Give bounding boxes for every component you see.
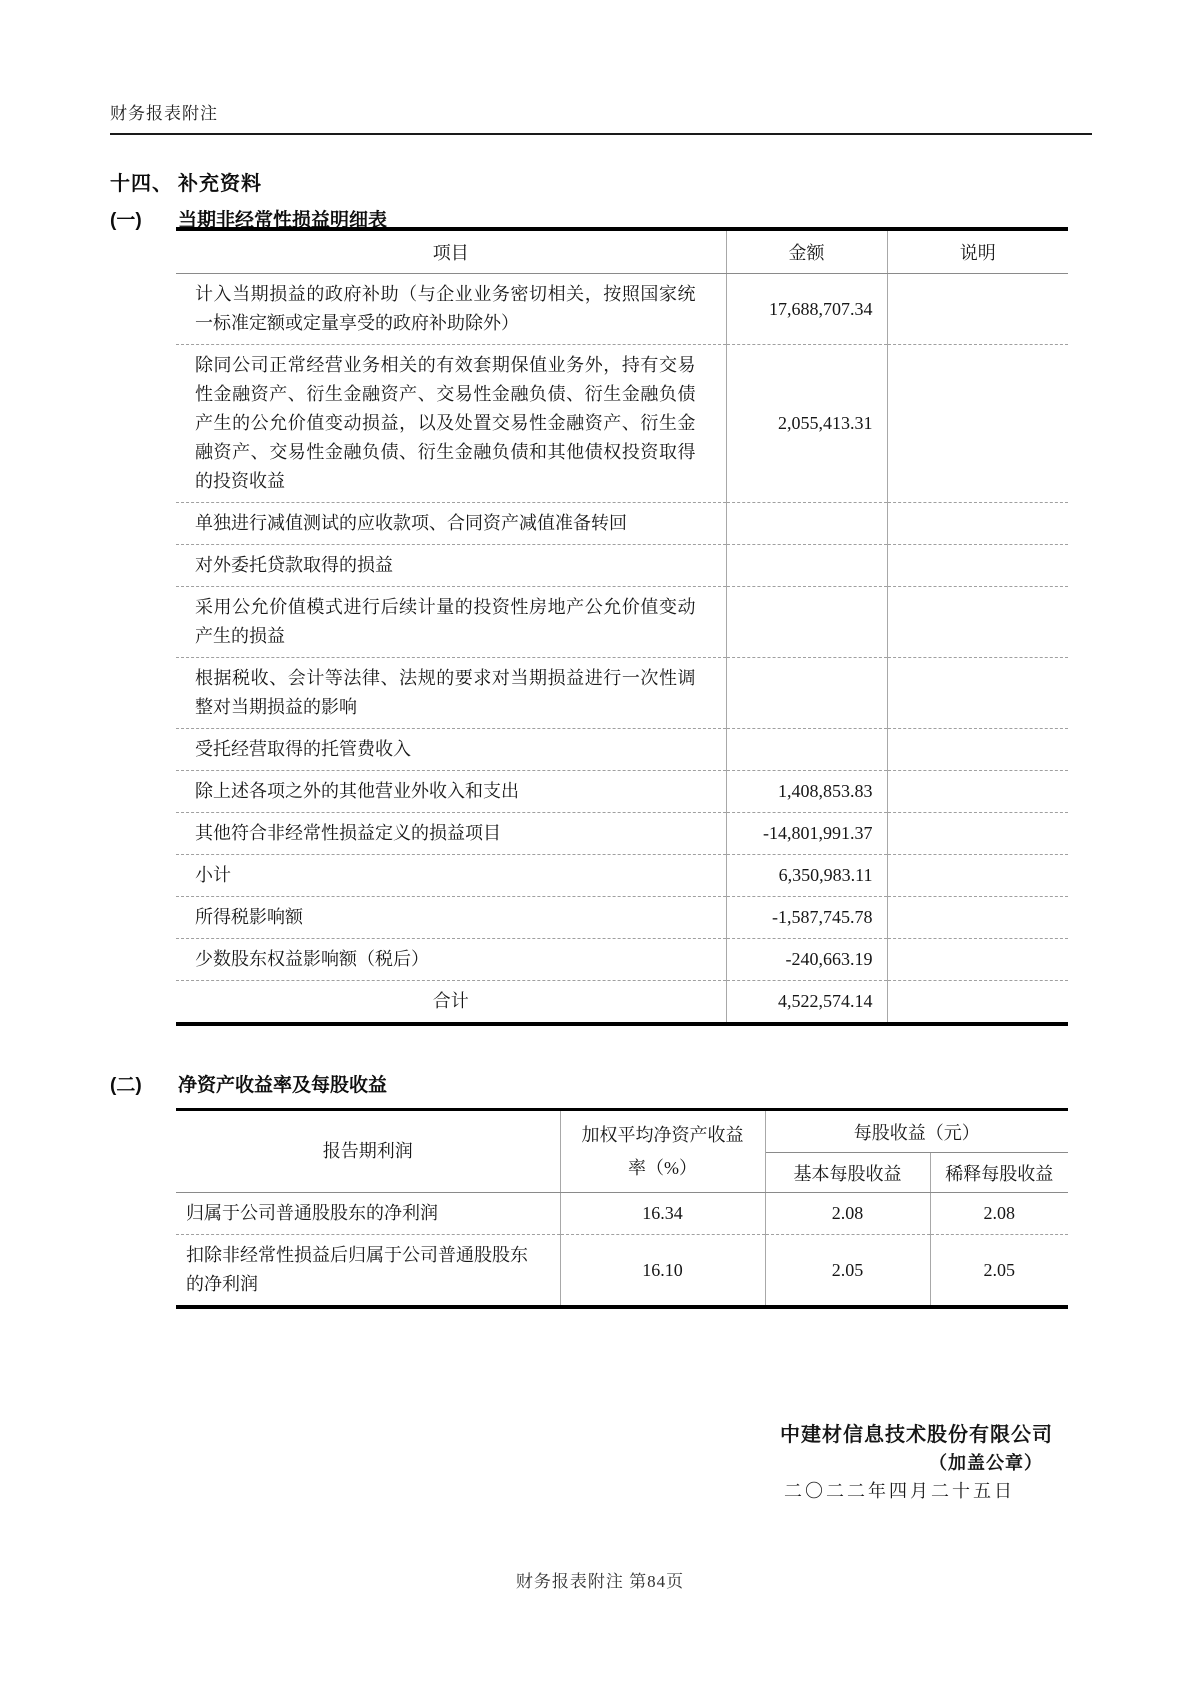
company-name: 中建材信息技术股份有限公司: [780, 1424, 1053, 1446]
table-row: [176, 503, 1068, 545]
amount-cell: [726, 545, 887, 587]
note-cell: [887, 658, 1068, 729]
amount-cell: 17,688,707.34: [726, 274, 887, 345]
non-recurring-items-table: [176, 227, 1068, 1026]
page-header-title: 财务报表附注: [110, 104, 218, 123]
table-row: [176, 345, 1068, 503]
item-cell: 小计: [176, 855, 726, 897]
note-cell: [887, 729, 1068, 771]
table-row: [176, 658, 1068, 729]
diluted-eps-cell: 2.05: [930, 1235, 1068, 1308]
item-cell: 除上述各项之外的其他营业外收入和支出: [176, 771, 726, 813]
item-cell: 扣除非经常性损益后归属于公司普通股股东的净利润: [176, 1235, 560, 1308]
roe-eps-table: [176, 1108, 1068, 1309]
item-cell: 少数股东权益影响额（税后）: [176, 939, 726, 981]
amount-column-header: 金额: [726, 229, 887, 274]
total-row: [176, 981, 1068, 1025]
note-cell: [887, 897, 1068, 939]
page-footer: 财务报表附注 第84页: [515, 1572, 685, 1591]
part1-number: (一): [110, 210, 142, 231]
note-cell: [887, 503, 1068, 545]
part2-title: 净资产收益率及每股收益: [178, 1075, 388, 1096]
table-row: [176, 729, 1068, 771]
report-profit-header: 报告期利润: [176, 1110, 560, 1193]
amount-cell: [726, 503, 887, 545]
basic-eps-header: 基本每股收益: [765, 1153, 930, 1193]
table-row: [176, 545, 1068, 587]
table-header-row: [176, 1110, 1068, 1153]
note-cell: [887, 981, 1068, 1025]
note-cell: [887, 587, 1068, 658]
roe-cell: 16.10: [560, 1235, 765, 1308]
basic-eps-cell: 2.08: [765, 1193, 930, 1235]
item-cell: 除同公司正常经营业务相关的有效套期保值业务外，持有交易性金融资产、衍生金融资产、交易性金融负债、衍生金融负债产生的公允价值变动损益，以及处置交易性金融资产、衍生金融资产、交易性金融负债、衍生金融负债和其他债权投资取得的投资收益: [176, 345, 726, 503]
roe-cell: 16.34: [560, 1193, 765, 1235]
amount-cell: 4,522,574.14: [726, 981, 887, 1025]
amount-cell: -1,587,745.78: [726, 897, 887, 939]
diluted-eps-cell: 2.08: [983, 1203, 1015, 1223]
amount-cell: -240,663.19: [726, 939, 887, 981]
table-row: [176, 855, 1068, 897]
item-cell: 对外委托贷款取得的损益: [176, 545, 726, 587]
item-cell: 其他符合非经常性损益定义的损益项目: [176, 813, 726, 855]
table-row: [176, 1193, 1068, 1235]
section-title: 补充资料: [178, 173, 262, 195]
note-cell: [887, 939, 1068, 981]
amount-cell: [726, 587, 887, 658]
part1-title: 当期非经常性损益明细表: [178, 210, 388, 231]
table-row: [176, 939, 1068, 981]
item-cell: 单独进行减值测试的应收款项、合同资产减值准备转回: [176, 503, 726, 545]
header-rule: [110, 133, 1092, 135]
item-cell: 采用公允价值模式进行后续计量的投资性房地产公允价值变动产生的损益: [176, 587, 726, 658]
item-column-header: 项目: [176, 229, 726, 274]
table-header-row: [176, 229, 1068, 274]
amount-cell: 2,055,413.31: [726, 345, 887, 503]
table-row: [176, 274, 1068, 345]
diluted-eps-header: 稀释每股收益: [930, 1153, 1068, 1193]
note-cell: [887, 813, 1068, 855]
note-cell: [887, 855, 1068, 897]
seal-note: （加盖公章）: [929, 1453, 1043, 1473]
note-cell: [887, 545, 1068, 587]
table-row: [176, 771, 1068, 813]
item-cell: 归属于公司普通股股东的净利润: [176, 1193, 560, 1235]
amount-cell: -14,801,991.37: [726, 813, 887, 855]
sign-date: 二〇二二年四月二十五日: [784, 1481, 1015, 1501]
item-cell: 合计: [176, 981, 726, 1025]
note-column-header: 说明: [887, 229, 1068, 274]
basic-eps-cell: 2.05: [765, 1235, 930, 1308]
section-number: 十四、: [110, 173, 173, 195]
part2-number: (二): [110, 1075, 142, 1096]
table-row: [176, 813, 1068, 855]
amount-cell: 1,408,853.83: [726, 771, 887, 813]
table-row: [176, 897, 1068, 939]
item-cell: 计入当期损益的政府补助（与企业业务密切相关，按照国家统一标准定额或定量享受的政府补助除外）: [176, 274, 726, 345]
roe-eps-table-body: [176, 1193, 1068, 1308]
amount-cell: [726, 729, 887, 771]
amount-cell: 6,350,983.11: [726, 855, 887, 897]
amount-cell: [726, 658, 887, 729]
note-cell: [887, 771, 1068, 813]
note-cell: [887, 274, 1068, 345]
table-row: [176, 1235, 1068, 1308]
item-cell: 所得税影响额: [176, 897, 726, 939]
eps-group-header: 每股收益（元）: [765, 1110, 1068, 1153]
non-recurring-table-body: [176, 274, 1068, 1025]
note-cell: [887, 345, 1068, 503]
weighted-roe-header: 加权平均净资产收益率（%）: [560, 1110, 765, 1193]
table-row: [176, 587, 1068, 658]
item-cell: 受托经营取得的托管费收入: [176, 729, 726, 771]
signature-block: [780, 1421, 1053, 1506]
item-cell: 根据税收、会计等法律、法规的要求对当期损益进行一次性调整对当期损益的影响: [176, 658, 726, 729]
